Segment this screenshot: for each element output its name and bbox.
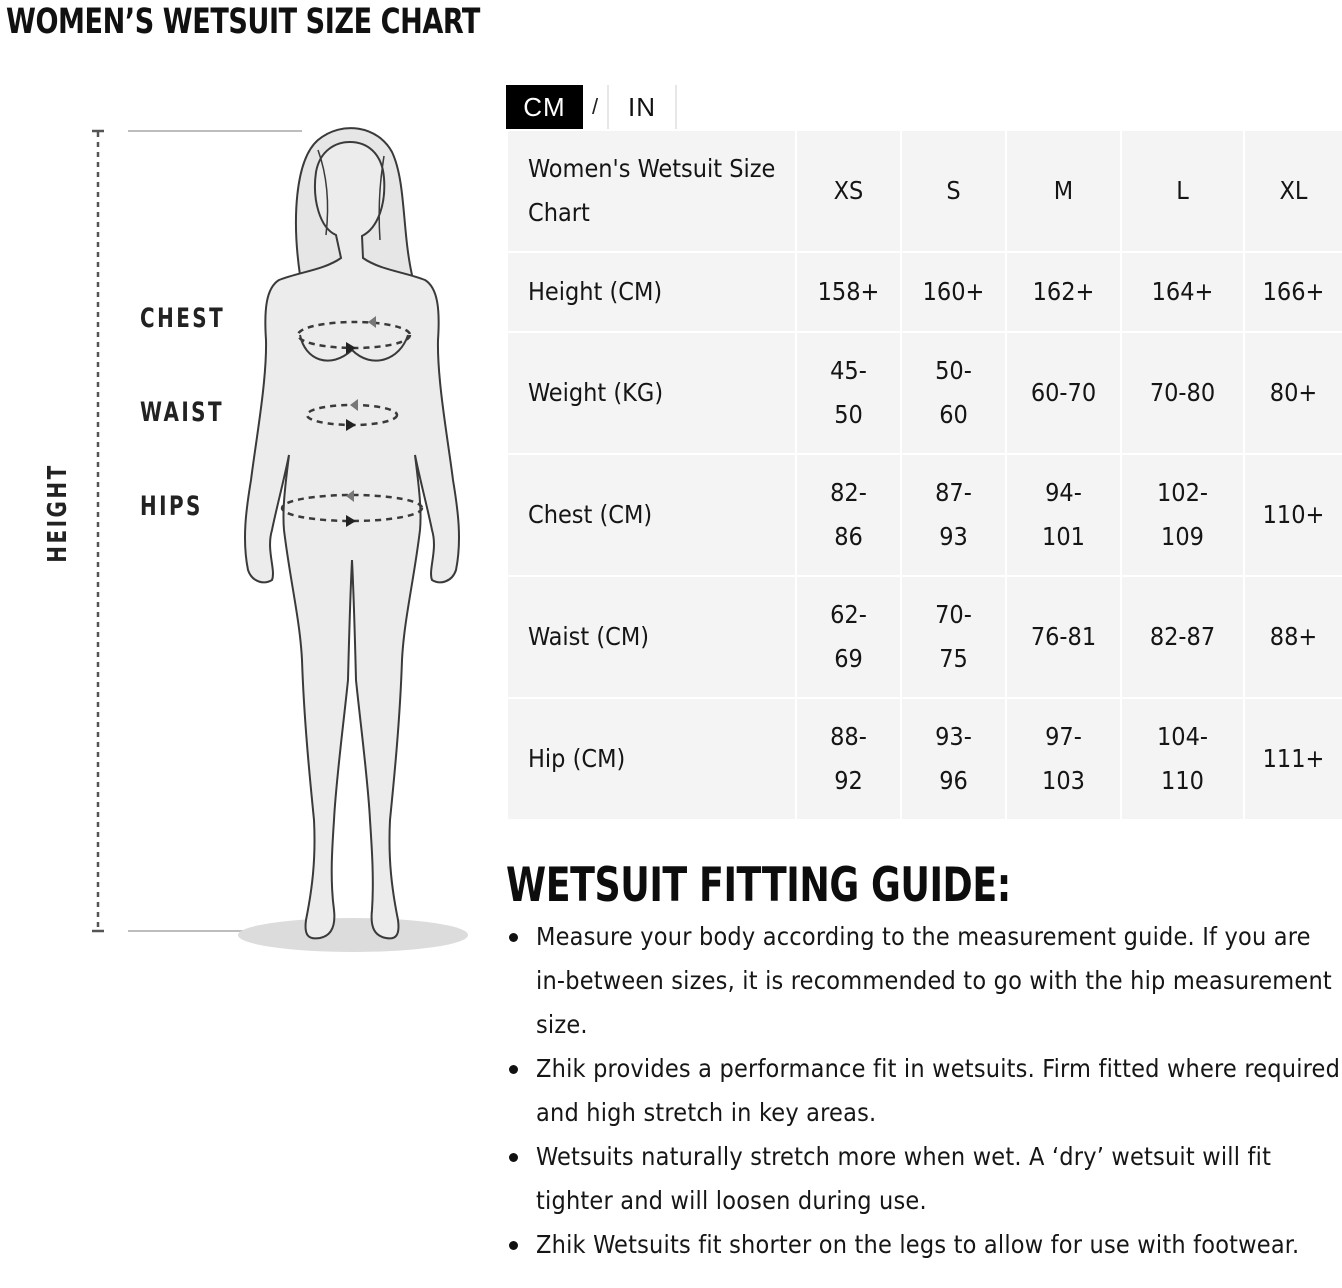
table-cell: 93-96 <box>901 698 1006 820</box>
size-header: L <box>1121 130 1244 252</box>
table-cell: 50-60 <box>901 332 1006 454</box>
table-cell: 82-87 <box>1121 576 1244 698</box>
row-label: Waist (CM) <box>507 576 796 698</box>
table-cell: 110+ <box>1244 454 1342 576</box>
unit-in-button[interactable]: IN <box>607 85 675 129</box>
table-cell: 88-92 <box>796 698 901 820</box>
size-header: M <box>1006 130 1121 252</box>
bullet-icon <box>509 1153 518 1162</box>
table-cell: 60-70 <box>1006 332 1121 454</box>
table-cell: 82-86 <box>796 454 901 576</box>
table-cell: 80+ <box>1244 332 1342 454</box>
table-cell: 166+ <box>1244 252 1342 332</box>
table-cell: 102-109 <box>1121 454 1244 576</box>
row-label: Hip (CM) <box>507 698 796 820</box>
guide-item-text: Measure your body according to the measurement guide. If you are in-between sizes, it is recommended to go with the hip measurement size. <box>536 922 1332 1039</box>
chest-label: CHEST <box>140 303 226 334</box>
table-cell: 76-81 <box>1006 576 1121 698</box>
table-cell: 87-93 <box>901 454 1006 576</box>
table-corner-label: Women's Wetsuit Size Chart <box>507 130 796 252</box>
size-header: XL <box>1244 130 1342 252</box>
list-item <box>506 915 1342 1047</box>
height-label: HEIGHT <box>43 463 73 563</box>
row-label: Chest (CM) <box>507 454 796 576</box>
table-row <box>507 454 1342 576</box>
unit-separator: / <box>591 94 599 119</box>
size-header: S <box>901 130 1006 252</box>
list-item <box>506 1047 1342 1135</box>
table-row <box>507 576 1342 698</box>
guide-item-text: Zhik Wetsuits fit shorter on the legs to allow for use with footwear. <box>536 1230 1300 1259</box>
table-row <box>507 332 1342 454</box>
guide-item-text: Wetsuits naturally stretch more when wet. A ‘dry’ wetsuit will fit tighter and will loosen during use. <box>536 1142 1272 1215</box>
measurement-figure <box>0 60 500 980</box>
bullet-icon <box>509 1065 518 1074</box>
page-title: WOMEN’S WETSUIT SIZE CHART <box>6 2 480 42</box>
table-row <box>507 252 1342 332</box>
table-cell: 160+ <box>901 252 1006 332</box>
size-chart-table <box>506 129 1342 821</box>
size-header: XS <box>796 130 901 252</box>
table-cell: 88+ <box>1244 576 1342 698</box>
table-cell: 104-110 <box>1121 698 1244 820</box>
unit-toggle <box>506 85 677 129</box>
table-cell: 94-101 <box>1006 454 1121 576</box>
hips-label: HIPS <box>140 491 203 522</box>
table-cell: 70-80 <box>1121 332 1244 454</box>
unit-cm-button[interactable]: CM <box>506 85 583 129</box>
bullet-icon <box>509 933 518 942</box>
bullet-icon <box>509 1241 518 1250</box>
table-row <box>507 698 1342 820</box>
waist-label: WAIST <box>140 397 225 428</box>
table-cell: 62-69 <box>796 576 901 698</box>
fitting-guide-list <box>506 915 1342 1267</box>
guide-item-text: Zhik provides a performance fit in wetsuits. Firm fitted where required and high stretch in key areas. <box>536 1054 1341 1127</box>
table-cell: 70-75 <box>901 576 1006 698</box>
table-cell: 111+ <box>1244 698 1342 820</box>
table-cell: 164+ <box>1121 252 1244 332</box>
list-item <box>506 1135 1342 1223</box>
list-item <box>506 1223 1342 1267</box>
table-header-row <box>507 130 1342 252</box>
table-cell: 158+ <box>796 252 901 332</box>
table-cell: 45-50 <box>796 332 901 454</box>
row-label: Height (CM) <box>507 252 796 332</box>
table-cell: 162+ <box>1006 252 1121 332</box>
table-cell: 97-103 <box>1006 698 1121 820</box>
woman-silhouette-icon <box>0 60 500 980</box>
row-label: Weight (KG) <box>507 332 796 454</box>
fitting-guide-title: WETSUIT FITTING GUIDE: <box>506 858 1011 913</box>
